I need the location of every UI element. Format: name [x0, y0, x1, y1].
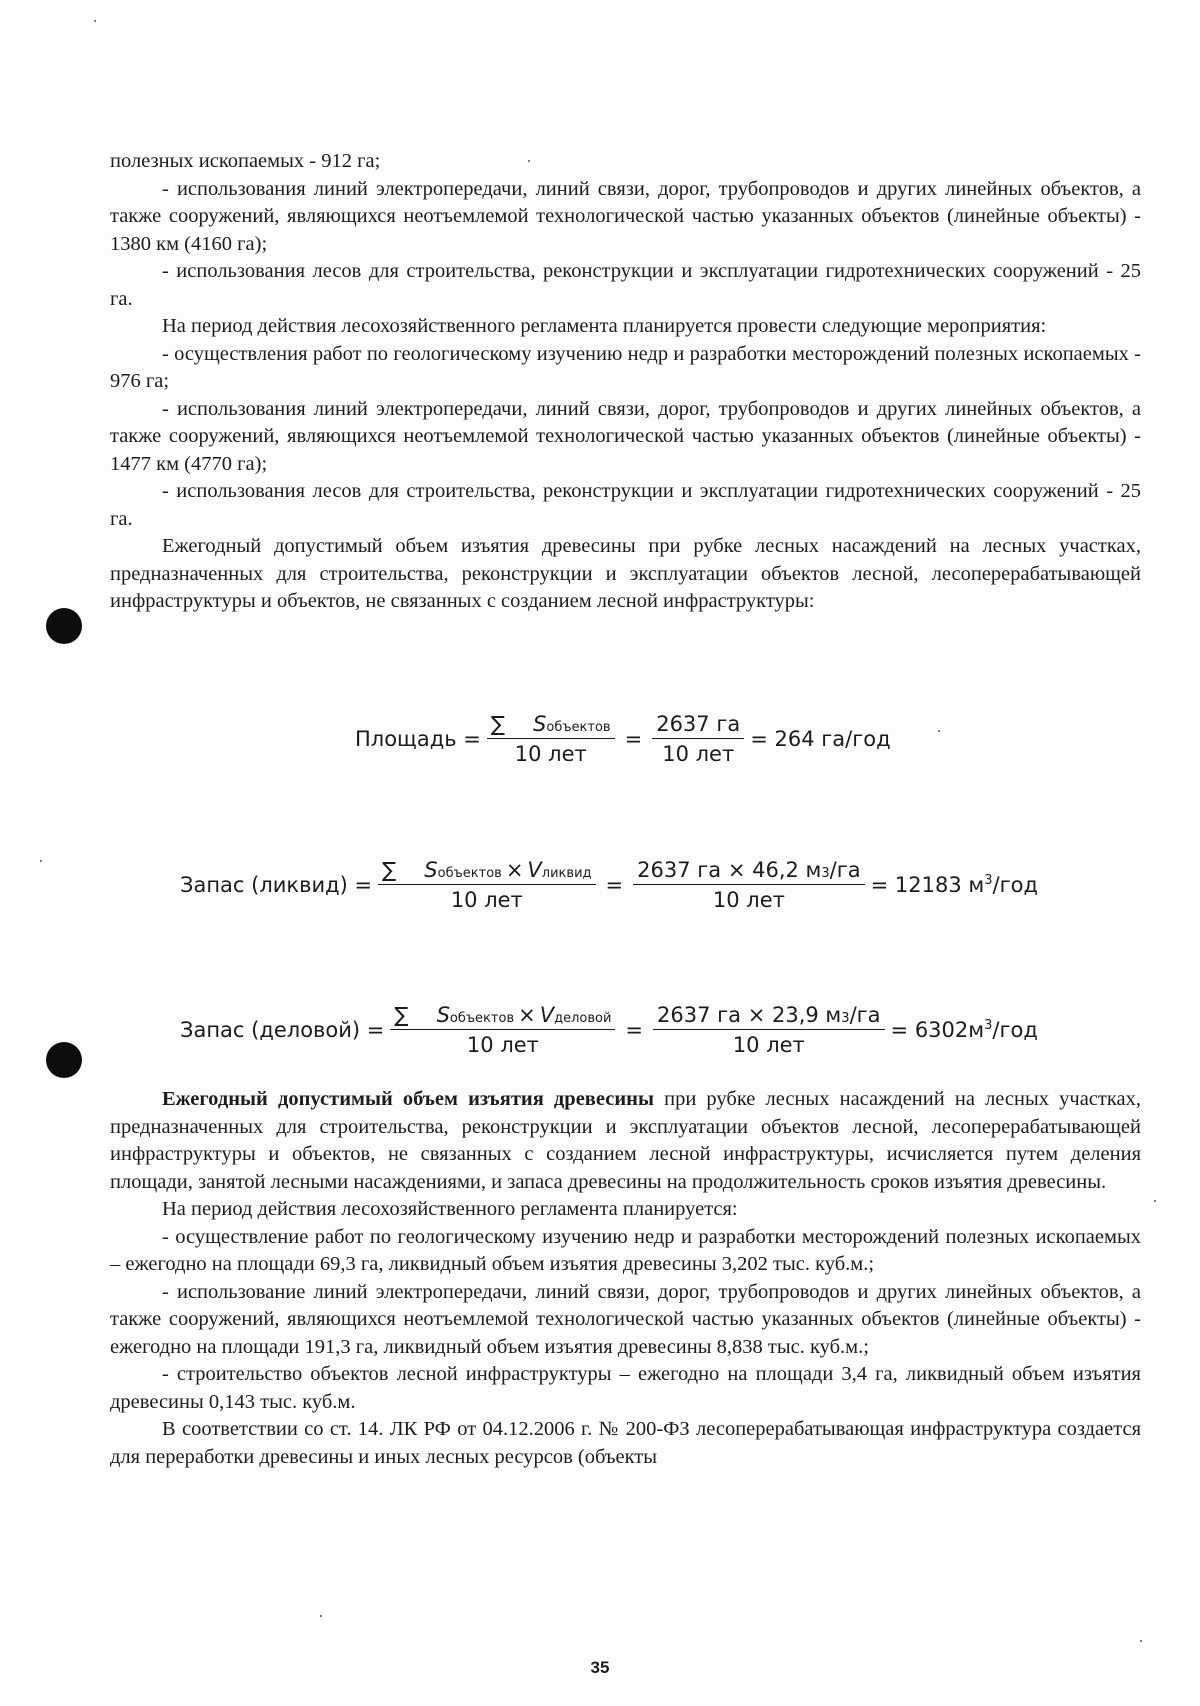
numerator: 2637 га × 46,2 м 3 /га [633, 858, 865, 885]
text-block-upper [110, 148, 1141, 616]
scan-speck [40, 860, 42, 862]
sigma-symbol: ∑ [382, 858, 397, 882]
volume-symbol: V [527, 858, 542, 882]
paragraph: - использования лесов для строительства, реконструкции и эксплуатации гидротехнических сооружений - 25 га. [110, 480, 1141, 530]
denominator: 10 лет [514, 742, 587, 766]
denominator: 10 лет [732, 1033, 805, 1057]
formula-result: = 12183 $м^3$/год [870, 873, 1038, 897]
denominator: 10 лет [662, 742, 735, 766]
area-symbol: S [424, 858, 438, 882]
area-subscript: объектов [449, 1011, 515, 1026]
formula-area [355, 712, 891, 766]
formula-result: = $6302м^3$/год [890, 1018, 1038, 1042]
scan-speck [1154, 1200, 1156, 1202]
equals-sign: = [625, 1018, 644, 1042]
page-number: 35 [590, 1658, 610, 1677]
times-sign: × [518, 1003, 536, 1027]
paragraph: - использования линий электропередачи, линий связи, дорог, трубопроводов и других линейных объектов, а также сооружений, являющихся неотъемлемой технологической частью указанных объектов (линейные объекты) - 1380 км (4160 га); [110, 177, 1141, 255]
volume-symbol: V [539, 1003, 555, 1027]
formula-result: = 264 га/год [750, 727, 891, 751]
paragraph: В соответствии со ст. 14. ЛК РФ от 04.12.2006 г. № 200-ФЗ лесоперерабатывающая инфраструктура создается для переработки древесины и иных лесных ресурсов (объекты [110, 1418, 1141, 1468]
paragraph: На период действия лесохозяйственного регламента планируется провести следующие мероприятия: [162, 315, 1047, 337]
text-block-lower [110, 1086, 1141, 1471]
formula-label: Запас (деловой) = [180, 1018, 385, 1042]
bold-lead: Ежегодный допустимый объем изъятия древесины [162, 1088, 654, 1110]
paragraph: - осуществления работ по геологическому изучению недр и разработки месторождений полезных ископаемых - 976 га; [110, 342, 1141, 392]
volume-subscript: деловой [554, 1011, 612, 1026]
binder-hole [46, 608, 82, 644]
area-subscript: объектов [437, 866, 502, 881]
numerator: 2637 га [652, 712, 744, 739]
area-symbol: S [533, 712, 547, 736]
area-symbol: S [436, 1003, 450, 1027]
paragraph: - использования линий электропередачи, линий связи, дорог, трубопроводов и других линейных объектов, а также сооружений, являющихся неотъемлемой технологической частью указанных объектов (линейные объекты) - 1477 км (4770 га); [110, 397, 1141, 475]
paragraph: Ежегодный допустимый объем изъятия древесины при рубке лесных насаждений на лесных участках, предназначенных для строительства, реконструкции и эксплуатации объектов лесной, лесоперерабатывающей инфраструктуры и объектов, не связанных с созданием лесной инфраструктуры, исчисляется путем деления площади, занятой лесными насаждениями, и запаса древесины на продолжительность сроков изъятия древесины. [110, 1088, 1141, 1193]
equals-sign: = [605, 873, 624, 897]
sigma-symbol: ∑ [394, 1003, 409, 1027]
scan-speck [1140, 1640, 1142, 1642]
fraction [378, 858, 595, 912]
paragraph: - использование линий электропередачи, линий связи, дорог, трубопроводов и других линейных объектов, а также сооружений, являющихся неотъемлемой технологической частью указанных объектов (линейные объекты) - ежегодно на площади 191,3 га, ликвидный объем изъятия древесины 8,838 тыс. куб.м.; [110, 1280, 1141, 1358]
scan-speck [94, 20, 96, 22]
times-sign: × [505, 858, 524, 882]
scan-speck [320, 1615, 322, 1617]
volume-subscript: ликвид [541, 866, 592, 881]
denominator: 10 лет [712, 888, 785, 912]
fraction [633, 858, 865, 912]
fraction [487, 712, 615, 766]
denominator: 10 лет [466, 1033, 539, 1057]
area-subscript: объектов [546, 720, 611, 735]
equals-sign: = [624, 727, 643, 751]
paragraph: На период действия лесохозяйственного регламента планируется: [162, 1198, 738, 1220]
fraction [653, 1003, 885, 1057]
formula-label: Запас (ликвид) = [180, 873, 373, 897]
paragraph: - строительство объектов лесной инфраструктуры – ежегодно на площади 3,4 га, ликвидный объем изъятия древесины 0,143 тыс. куб.м. [110, 1363, 1141, 1413]
formula-liquid-stock [180, 858, 1038, 912]
formula-business-stock [180, 1003, 1038, 1057]
paragraph: - осуществление работ по геологическому изучению недр и разработки месторождений полезных ископаемых – ежегодно на площади 69,3 га, ликвидный объем изъятия древесины 3,202 тыс. куб.м.; [110, 1225, 1141, 1275]
binder-hole [46, 1042, 82, 1078]
paragraph: полезных ископаемых - 912 га; [110, 150, 381, 172]
paragraph: Ежегодный допустимый объем изъятия древесины при рубке лесных насаждений на лесных участках, предназначенных для строительства, реконструкции и эксплуатации объектов лесной, лесоперерабатывающей инфраструктуры и объектов, не связанных с созданием лесной инфраструктуры: [110, 535, 1141, 612]
fraction [652, 712, 744, 766]
numerator: 2637 га × 23,9 м 3 /га [653, 1003, 885, 1030]
fraction [390, 1003, 615, 1057]
paragraph: - использования лесов для строительства, реконструкции и эксплуатации гидротехнических сооружений - 25 га. [110, 260, 1141, 310]
formula-label: Площадь = [355, 727, 481, 751]
scan-speck [938, 730, 940, 732]
denominator: 10 лет [450, 888, 523, 912]
sigma-symbol: ∑ [490, 712, 506, 736]
